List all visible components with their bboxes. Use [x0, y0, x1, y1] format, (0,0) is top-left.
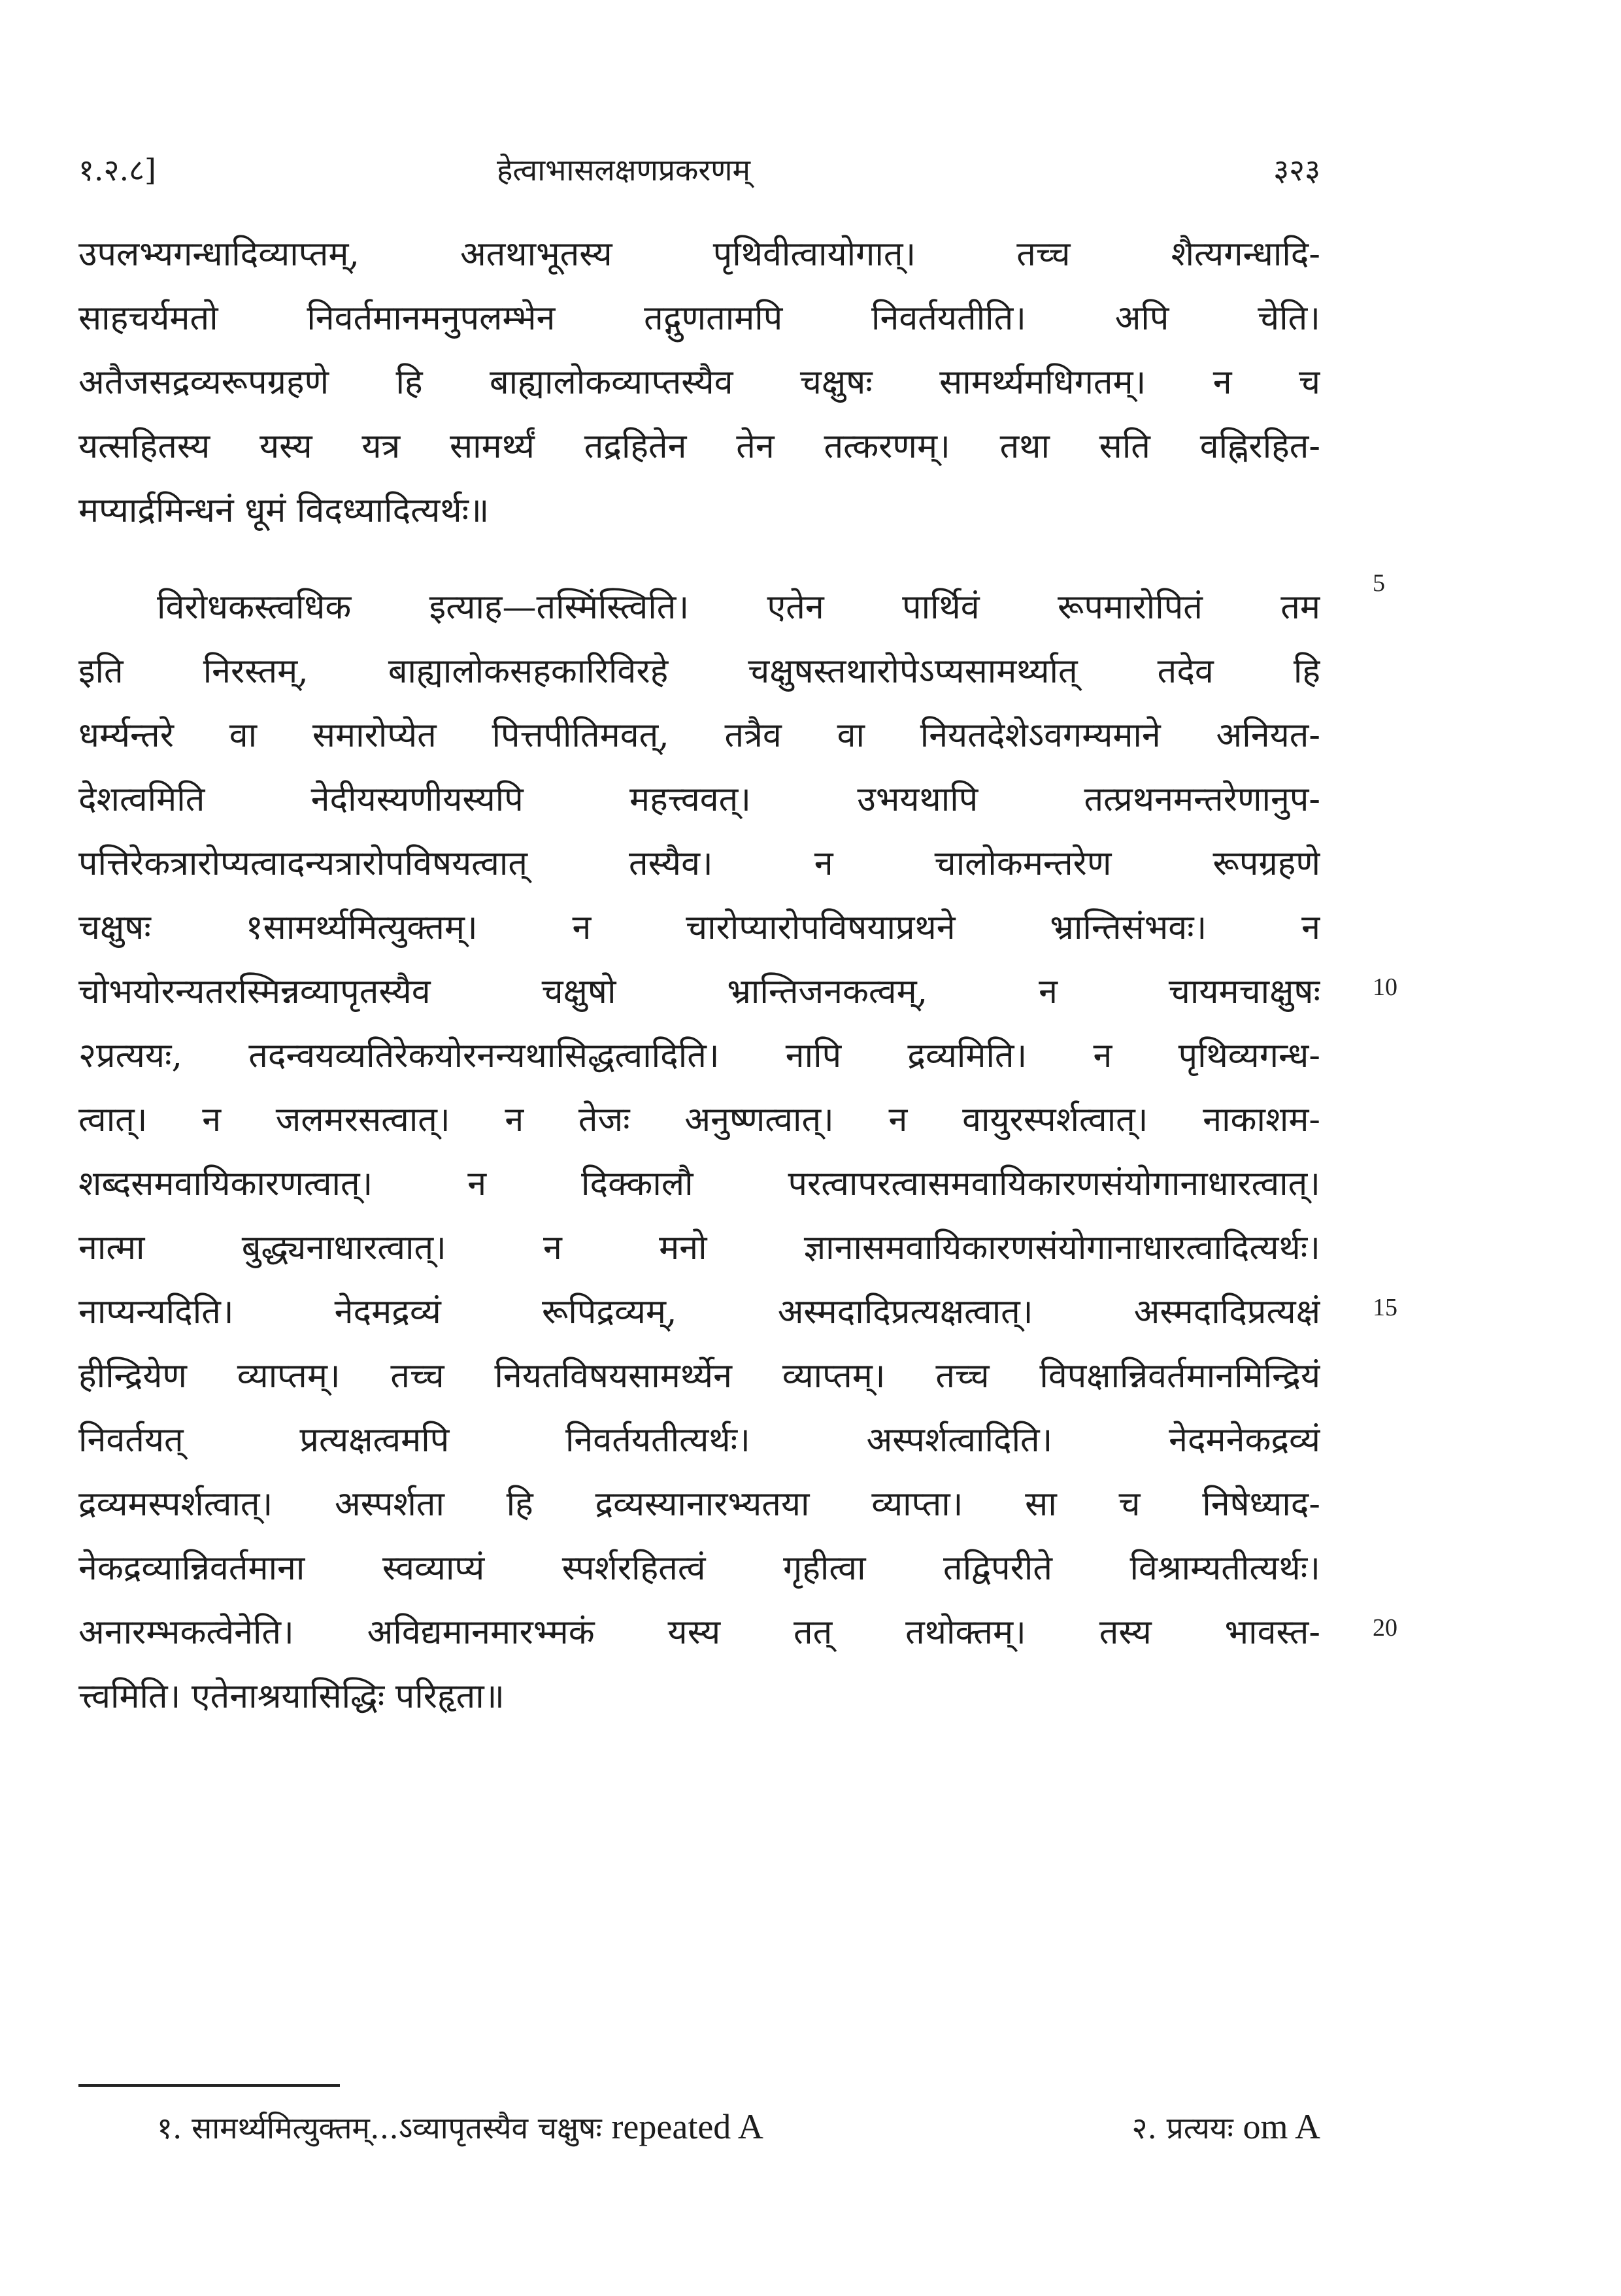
running-header	[78, 149, 1320, 195]
text-line: देशत्वमिति नेदीयस्यणीयस्यपि महत्त्ववत्। उभयथापि तत्प्रथनमन्तरेणानुप-	[78, 780, 1320, 819]
section-reference: १.२.८]	[78, 152, 156, 188]
text-line: विरोधकस्त्वधिक इत्याह—तस्मिंस्त्विति। एतेन पार्थिवं रूपमारोपितं तम	[157, 588, 1320, 627]
text-line: त्त्वमिति। एतेनाश्रयासिद्धिः परिहृता॥	[78, 1677, 505, 1716]
text-line: शब्दसमवायिकारणत्वात्। न दिक्कालौ परत्वापरत्वासमवायिकारणसंयोगानाधारत्वात्।	[78, 1164, 1320, 1204]
text-line: नाप्यन्यदिति। नेदमद्रव्यं रूपिद्रव्यम्, अस्मदादिप्रत्यक्षत्वात्। अस्मदादिप्रत्यक्षं	[78, 1292, 1320, 1332]
paragraph-1	[78, 222, 1320, 543]
text-line: मप्यार्द्रमिन्धनं धूमं विदध्यादित्यर्थः॥	[78, 491, 490, 530]
text-line: हीन्द्रियेण व्याप्तम्। तच्च नियतविषयसामर्थ्येन व्याप्तम्। तच्च विपक्षान्निवर्तमानमिन्द्रियं	[78, 1357, 1320, 1396]
text-line: नात्मा बुद्ध्यनाधारत्वात्। न मनो ज्ञानासमवायिकारणसंयोगानाधारत्वादित्यर्थः।	[78, 1228, 1320, 1268]
text-line: उपलभ्यगन्धादिव्याप्तम्, अतथाभूतस्य पृथिवीत्वायोगात्। तच्च शैत्यगन्धादि-	[78, 235, 1320, 274]
text-line: अनारम्भकत्वेनेति। अविद्यमानमारभ्मकं यस्य तत् तथोक्तम्। तस्य भावस्त-	[78, 1613, 1320, 1652]
line-number-15: 15	[1373, 1294, 1397, 1321]
text-line: त्वात्। न जलमरसत्वात्। न तेजः अनुष्णत्वात्। न वायुरस्पर्शत्वात्। नाकाशम-	[78, 1100, 1320, 1140]
footnote-1-note: repeated A	[611, 2107, 763, 2146]
footnote-1	[157, 2106, 763, 2148]
footnote-2	[1132, 2106, 1321, 2148]
commentary-body	[78, 222, 1320, 1729]
text-line: यत्सहितस्य यस्य यत्र सामर्थ्यं तद्रहितेन तेन तत्करणम्। तथा सति वह्निरहित-	[78, 427, 1320, 466]
text-line: साहचर्यमतो निवर्तमानमनुपलम्भेन तद्गुणतामपि निवर्तयतीति। अपि चेति।	[78, 299, 1320, 338]
footnotes	[157, 2106, 1320, 2159]
text-line: पत्तिरेकत्रारोप्यत्वादन्यत्रारोपविषयत्वात् तस्यैव। न चालोकमन्तरेण रूपग्रहणे	[78, 844, 1320, 883]
line-number-10: 10	[1373, 973, 1397, 1001]
text-line: नेकद्रव्यान्निवर्तमाना स्वव्याप्यं स्पर्शरहितत्वं गृहीत्वा तद्विपरीते विश्राम्यतीत्यर्थः।	[78, 1549, 1320, 1588]
text-line: इति निरस्तम्, बाह्यालोकसहकारिविरहे चक्षुषस्तथारोपेऽप्यसामर्थ्यात् तदेव हि	[78, 652, 1320, 691]
text-line: अतैजसद्रव्यरूपग्रहणे हि बाह्यालोकव्याप्तस्यैव चक्षुषः सामर्थ्यमधिगतम्। न च	[78, 363, 1320, 402]
page-number: ३२३	[1273, 152, 1320, 188]
text-line: द्रव्यमस्पर्शत्वात्। अस्पर्शता हि द्रव्यस्यानारभ्यतया व्याप्ता। सा च निषेध्याद-	[78, 1485, 1320, 1524]
text-line: चोभयोरन्यतरस्मिन्नव्यापृतस्यैव चक्षुषो भ्रान्तिजनकत्वम्, न चायमचाक्षुषः	[78, 972, 1320, 1011]
text-line: चक्षुषः १सामर्थ्यमित्युक्तम्। न चारोप्यारोपविषयाप्रथने भ्रान्तिसंभवः। न	[78, 908, 1320, 947]
footnote-1-text: १. सामर्थ्यमित्युक्तम्...ऽव्यापृतस्यैव चक्षुषः	[157, 2110, 602, 2146]
text-line: धर्म्यन्तरे वा समारोप्येत पित्तपीतिमवत्, तत्रैव वा नियतदेशेऽवगम्यमाने अनियत-	[78, 716, 1320, 755]
line-number-5: 5	[1373, 569, 1385, 597]
paragraph-2	[78, 575, 1320, 1729]
text-line: निवर्तयत् प्रत्यक्षत्वमपि निवर्तयतीत्यर्थः। अस्पर्शत्वादिति। नेदमनेकद्रव्यं	[78, 1421, 1320, 1460]
footnote-separator	[78, 2084, 340, 2087]
text-line: २प्रत्ययः, तदन्वयव्यतिरेकयोरनन्यथासिद्धत्वादिति। नापि द्रव्यमिति। न पृथिव्यगन्ध-	[78, 1036, 1320, 1075]
chapter-title: हेत्वाभासलक्षणप्रकरणम्	[497, 152, 750, 188]
footnote-2-note: om A	[1243, 2107, 1320, 2146]
line-number-20: 20	[1373, 1614, 1397, 1642]
footnote-2-text: २. प्रत्ययः	[1131, 2110, 1233, 2146]
